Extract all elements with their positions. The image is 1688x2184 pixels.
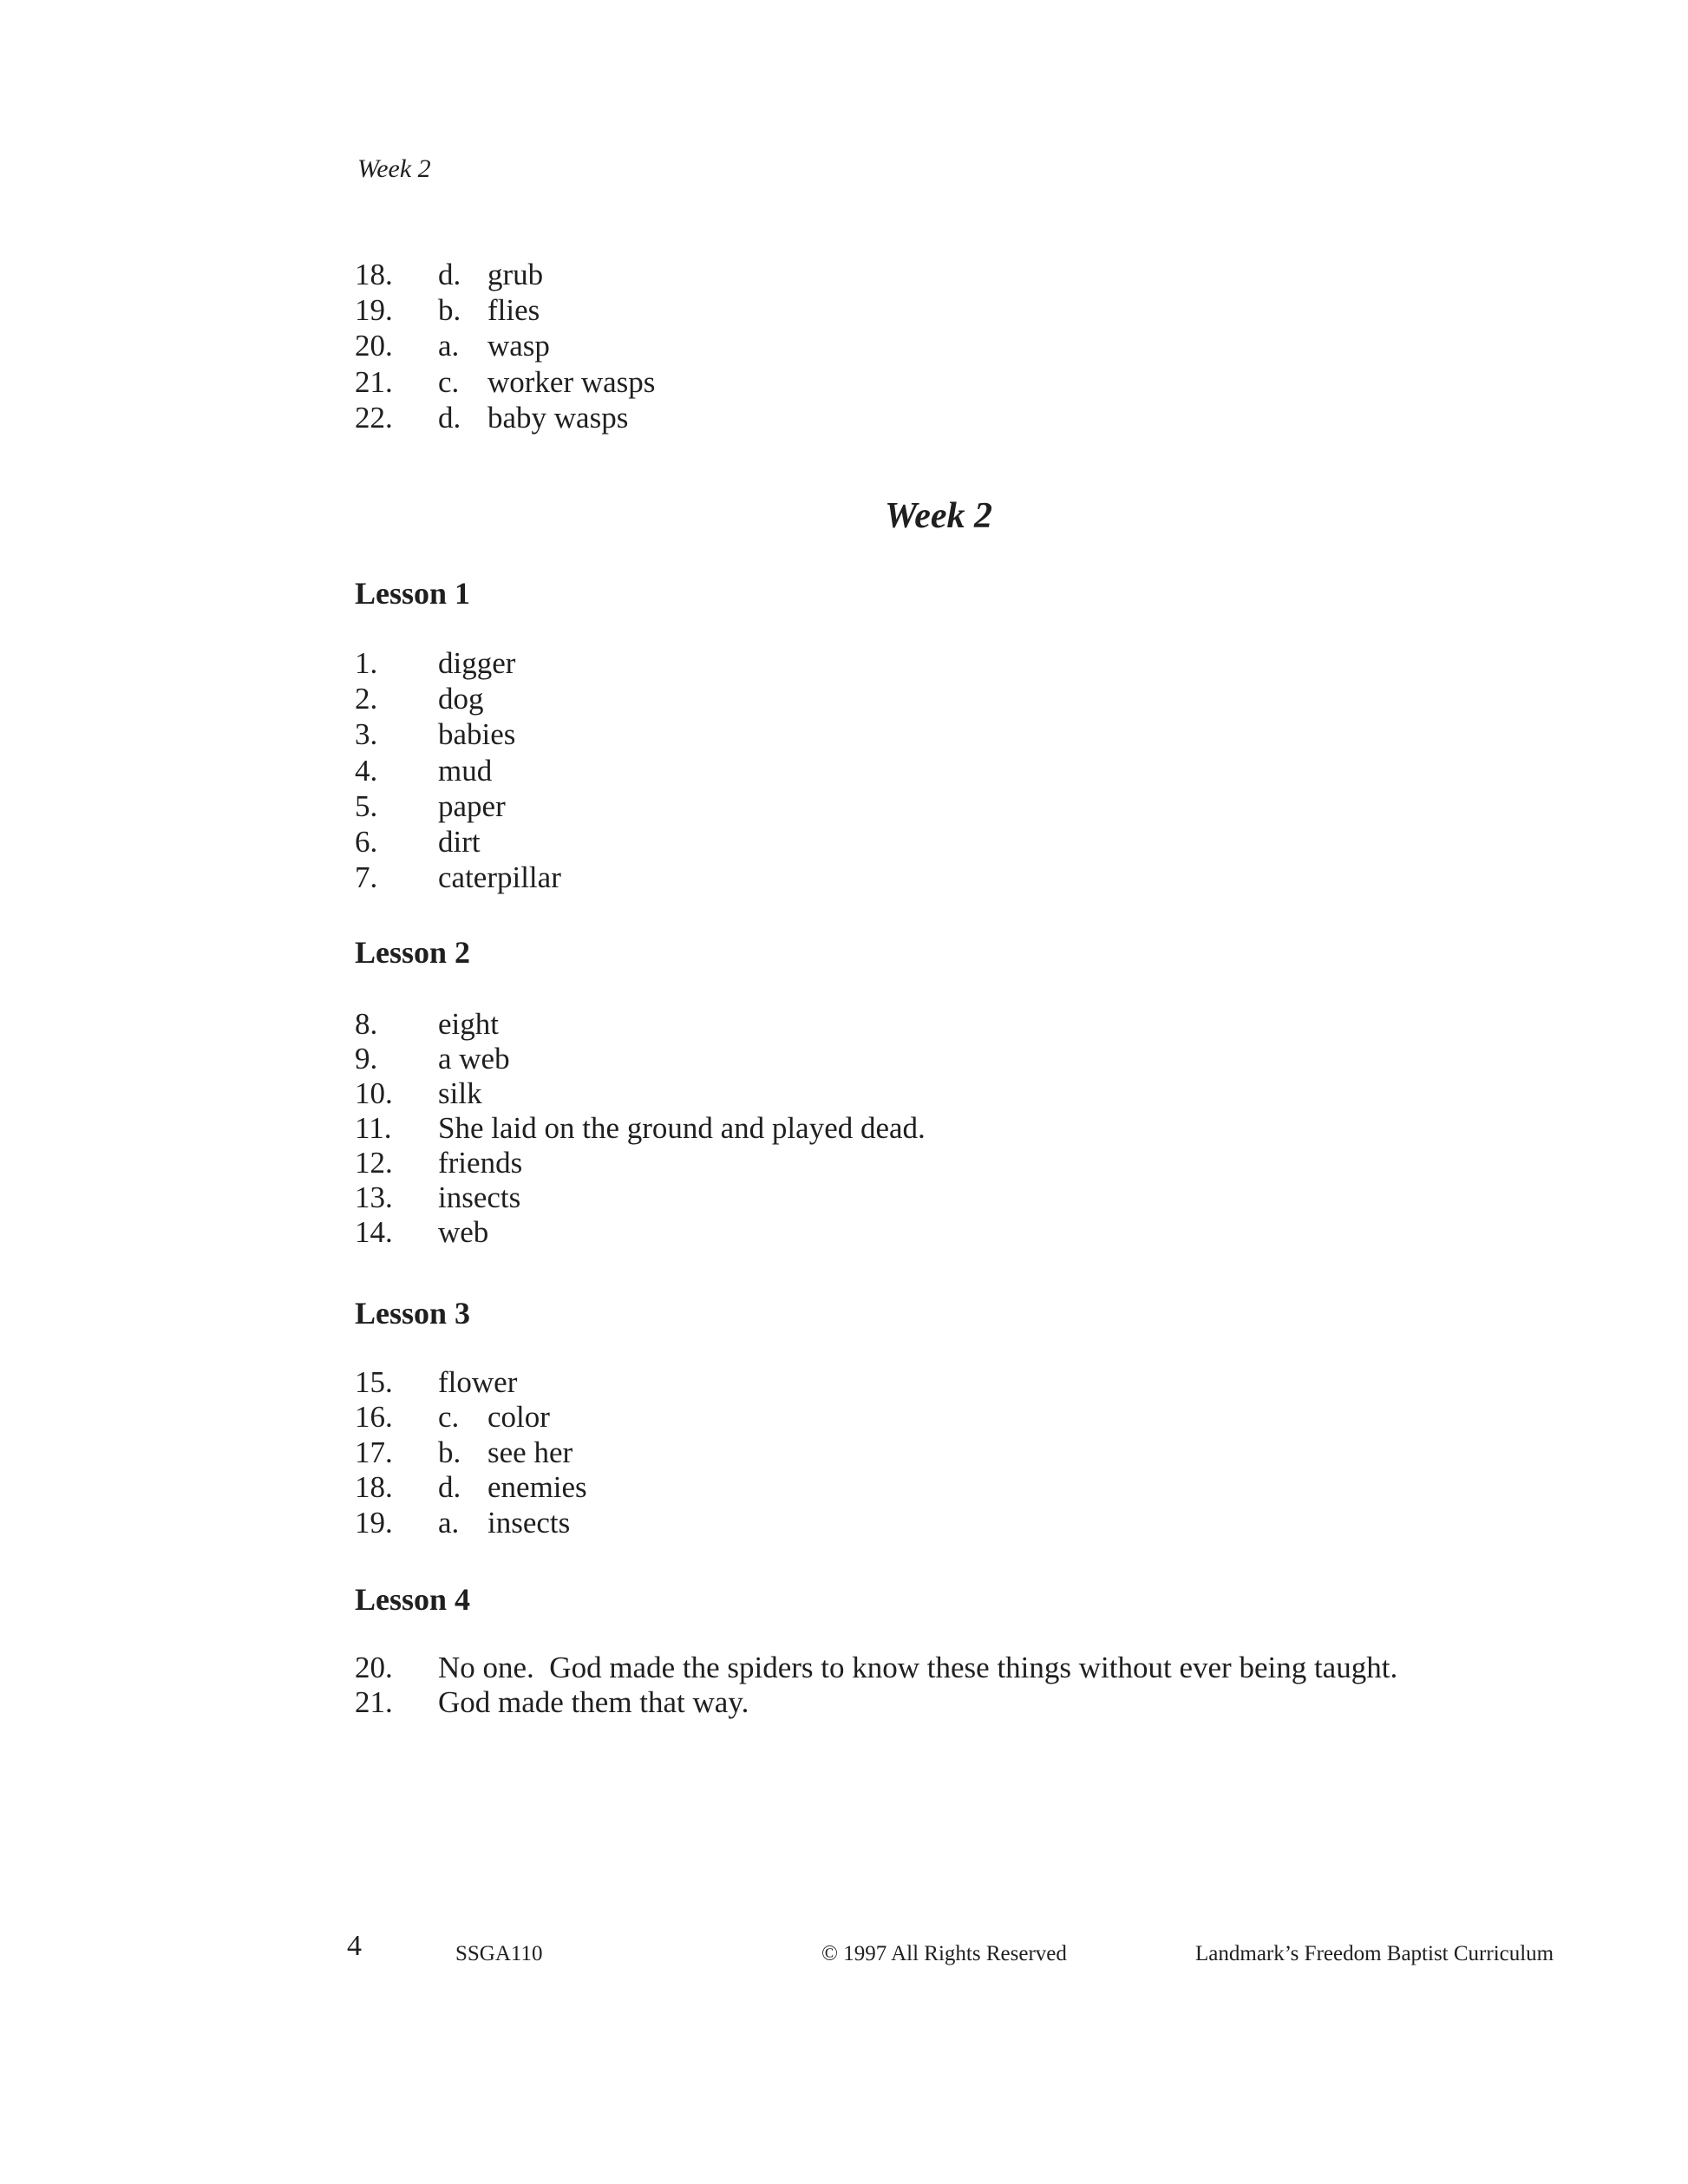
answer-number: 13.	[355, 1180, 393, 1214]
answer-number: 18.	[355, 1470, 393, 1505]
answer-row	[355, 257, 655, 292]
lesson-3-answer-list	[355, 1365, 587, 1540]
answer-row	[355, 1685, 1397, 1720]
answer-number: 15.	[355, 1365, 393, 1399]
footer-copyright: © 1997 All Rights Reserved	[821, 1942, 1067, 1965]
lesson-2-heading: Lesson 2	[355, 935, 471, 970]
answer-text: digger	[438, 646, 516, 680]
top-answer-list	[355, 257, 655, 435]
answer-row	[355, 1470, 587, 1505]
answer-text: flower	[438, 1365, 518, 1399]
answer-text: flies	[487, 293, 540, 328]
answer-row	[355, 1111, 926, 1146]
answer-text: babies	[438, 717, 516, 752]
lesson-1-heading: Lesson 1	[355, 576, 471, 611]
answer-text: see her	[487, 1435, 573, 1469]
answer-letter: d.	[438, 400, 461, 435]
answer-number: 10.	[355, 1076, 393, 1110]
answer-row	[355, 1435, 587, 1470]
answer-number: 11.	[355, 1111, 392, 1145]
answer-number: 12.	[355, 1146, 393, 1180]
answer-text: No one. God made the spiders to know these things without ever being taught.	[438, 1651, 1398, 1684]
answer-row	[355, 1180, 926, 1215]
answer-number: 21.	[355, 364, 393, 399]
page-title: Week 2	[884, 496, 992, 536]
answer-number: 9.	[355, 1042, 378, 1076]
answer-number: 16.	[355, 1400, 393, 1435]
answer-letter: d.	[438, 258, 461, 291]
answer-row	[355, 1007, 926, 1042]
answer-row	[355, 716, 561, 752]
answer-row	[355, 824, 561, 860]
answer-letter: b.	[438, 1435, 461, 1469]
footer-course-code: SSGA110	[455, 1942, 543, 1965]
answer-number: 6.	[355, 825, 378, 860]
answer-text: friends	[438, 1146, 523, 1180]
answer-text: silk	[438, 1076, 482, 1110]
answer-text: enemies	[487, 1470, 587, 1505]
answer-row	[355, 1042, 926, 1076]
answer-text: worker wasps	[487, 364, 656, 399]
answer-letter: a.	[438, 1505, 460, 1540]
answer-number: 17.	[355, 1435, 393, 1469]
answer-number: 22.	[355, 400, 393, 435]
answer-number: 14.	[355, 1215, 393, 1249]
answer-text: eight	[438, 1007, 499, 1041]
answer-number: 18.	[355, 258, 393, 291]
lesson-2-answer-list	[355, 1007, 926, 1250]
answer-text: dirt	[438, 825, 481, 860]
answer-row	[355, 788, 561, 824]
answer-row	[355, 328, 655, 363]
answer-row	[355, 1215, 926, 1250]
answer-text: dog	[438, 682, 484, 716]
answer-row	[355, 860, 561, 895]
answer-number: 20.	[355, 329, 393, 363]
footer-page-number: 4	[347, 1930, 362, 1962]
answer-row	[355, 1146, 926, 1180]
answer-number: 8.	[355, 1007, 378, 1041]
answer-letter: d.	[438, 1470, 461, 1505]
answer-number: 7.	[355, 860, 378, 895]
lesson-3-heading: Lesson 3	[355, 1296, 471, 1331]
answer-row	[355, 1506, 587, 1540]
answer-number: 1.	[355, 646, 378, 680]
answer-text: paper	[438, 788, 506, 823]
answer-row	[355, 1076, 926, 1111]
answer-row	[355, 645, 561, 681]
answer-row	[355, 1651, 1397, 1685]
answer-text: insects	[487, 1505, 571, 1540]
answer-number: 3.	[355, 717, 378, 752]
answer-text: She laid on the ground and played dead.	[438, 1111, 926, 1145]
answer-number: 4.	[355, 753, 378, 788]
answer-text: web	[438, 1215, 489, 1249]
answer-text: wasp	[487, 329, 550, 363]
lesson-1-answer-list	[355, 645, 561, 895]
answer-row	[355, 364, 655, 400]
answer-number: 21.	[355, 1685, 393, 1719]
answer-letter: c.	[438, 364, 460, 399]
answer-text: God made them that way.	[438, 1685, 749, 1719]
footer-publisher: Landmark’s Freedom Baptist Curriculum	[1195, 1942, 1554, 1965]
answer-text: a web	[438, 1042, 510, 1076]
answer-letter: c.	[438, 1400, 460, 1435]
answer-row	[355, 681, 561, 716]
answer-number: 2.	[355, 682, 378, 716]
answer-row	[355, 753, 561, 788]
lesson-4-answer-list	[355, 1651, 1397, 1720]
answer-text: insects	[438, 1180, 521, 1214]
answer-letter: a.	[438, 329, 460, 363]
running-header: Week 2	[357, 154, 431, 183]
answer-letter: b.	[438, 293, 461, 328]
answer-row	[355, 400, 655, 435]
answer-row	[355, 292, 655, 328]
answer-text: mud	[438, 753, 493, 788]
lesson-4-heading: Lesson 4	[355, 1582, 471, 1617]
answer-text: grub	[487, 258, 544, 291]
answer-text: caterpillar	[438, 860, 561, 895]
answer-row	[355, 1400, 587, 1435]
answer-text: baby wasps	[487, 400, 629, 435]
answer-number: 20.	[355, 1651, 393, 1684]
answer-row	[355, 1365, 587, 1400]
answer-number: 5.	[355, 788, 378, 823]
answer-number: 19.	[355, 293, 393, 328]
answer-number: 19.	[355, 1505, 393, 1540]
answer-text: color	[487, 1400, 550, 1435]
